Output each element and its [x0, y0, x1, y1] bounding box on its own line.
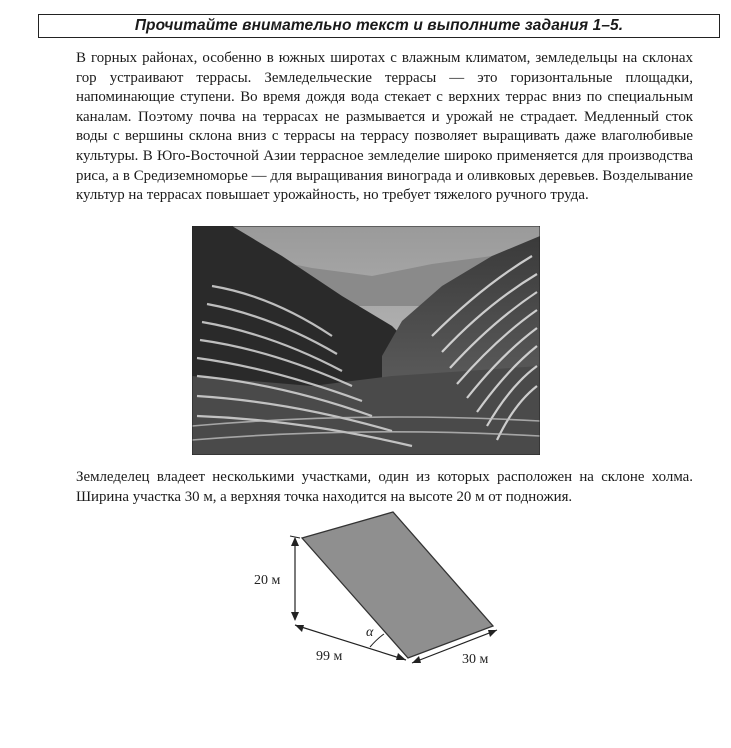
base-label: 99 м	[316, 649, 343, 664]
intro-paragraph: В горных районах, особенно в южных широтах с влажным климатом, земледельцы на склонах гор устраивают террасы. Земледельческие террасы — это горизонтальные площадки, напоминающие ступени. Во время дождя вода стекает с верхних террас вниз по специальным каналам. Поэтому почва на террасах не размывается и урожай не страдает. Медленный сток воды с вершины склона вниз с террасы на террасу позволяет выращивать даже влаголюбивые культуры. В Юго-Восточной Азии террасное земледелие широко применяется для производства риса, а в Средиземноморье — для выращивания винограда и оливковых деревьев. Возделывание культур на террасах повышает урожайность, но требует тяжелого ручного труда.	[76, 50, 693, 204]
height-label: 20 м	[254, 573, 281, 588]
angle-label: α	[366, 625, 374, 640]
terrace-photo	[192, 226, 540, 455]
task-header-title: Прочитайте внимательно текст и выполните задания 1–5.	[134, 17, 624, 34]
width-label: 30 м	[462, 652, 489, 667]
task-paragraph: Земледелец владеет несколькими участками, один из которых расположен на склоне холма. Ширина участка 30 м, а верхняя точка находится на высоте 20 м от подножия.	[76, 469, 693, 505]
slope-diagram	[240, 500, 540, 680]
task-header	[38, 14, 720, 38]
